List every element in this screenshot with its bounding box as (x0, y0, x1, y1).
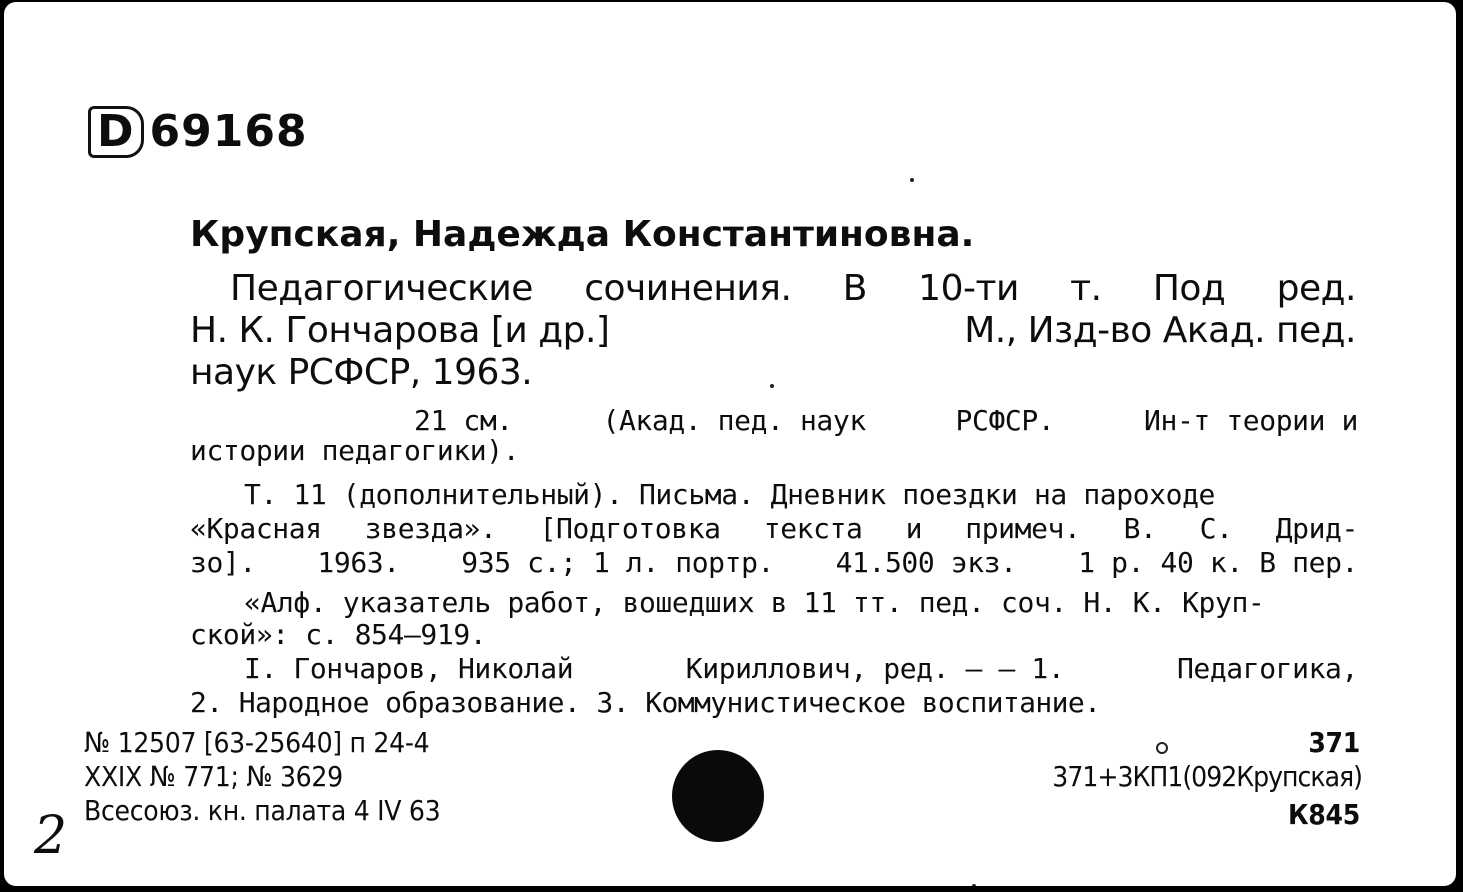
volume-word: Дрид- (1275, 512, 1358, 545)
title-word: 10-ти (918, 268, 1019, 309)
shelfmark (88, 106, 308, 158)
classification-udc: 371+3КП1(092Крупская) (1052, 760, 1362, 793)
volume-word: С. (1199, 512, 1233, 545)
series-text: Ин-т теории и (1144, 404, 1358, 437)
volume-word: «Красная (190, 512, 322, 545)
catalog-card (4, 2, 1456, 886)
volume-word: звезда». (364, 512, 497, 545)
subject-text: I. Гончаров, Николай (244, 652, 574, 685)
series-line-1 (414, 404, 1358, 437)
index-line-2: ской»: с. 854—919. (190, 618, 487, 651)
size-text: 21 см. (414, 404, 513, 437)
footer-left-line-1: № 12507 [63-25640] п 24-4 (84, 726, 430, 759)
volume-line-1 (244, 478, 1358, 511)
speck (972, 884, 976, 886)
speck (1156, 742, 1168, 754)
subject-line-2: 2. Народное образование. 3. Коммунистическое воспитание. (190, 686, 1101, 719)
volume-line-2 (190, 512, 1358, 545)
series-text: (Акад. пед. наук (602, 404, 866, 437)
volume-word: 1963. (317, 546, 400, 579)
volume-line-3 (190, 546, 1358, 579)
volume-word: 935 с.; 1 л. портр. (461, 546, 774, 579)
shelfmark-number: 69168 (149, 106, 308, 157)
volume-word: текста (763, 512, 863, 545)
volume-word: 41.500 экз. (835, 546, 1017, 579)
classification-number: 371 (1308, 726, 1360, 759)
title-word: В (842, 268, 867, 309)
subject-line-1 (244, 652, 1358, 685)
subject-text: Кириллович, ред. — — 1. (685, 652, 1065, 685)
author-heading: Крупская, Надежда Константиновна. (190, 214, 975, 255)
volume-word: 1 р. 40 к. В пер. (1078, 546, 1358, 579)
title-word: Педагогические (230, 268, 533, 309)
footer-left-line-3: Всесоюз. кн. палата 4 IV 63 (84, 794, 441, 827)
title-word: ред. (1276, 268, 1356, 309)
volume-text: Т. 11 (дополнительный). Письма. Дневник поездки на пароходе (244, 478, 1215, 511)
series-text: РСФСР. (955, 404, 1055, 437)
index-line-1 (244, 586, 1358, 619)
title-word: т. (1070, 268, 1102, 309)
editor-text: Н. К. Гончарова [и др.] (190, 310, 610, 351)
title-word: сочинения. (584, 268, 792, 309)
series-line-2: истории педагогики). (190, 434, 520, 467)
title-line-2 (190, 310, 1356, 351)
speck (910, 178, 914, 182)
publisher-text: М., Изд-во Акад. пед. (964, 310, 1356, 351)
speck (770, 384, 774, 388)
volume-word: В. (1123, 512, 1157, 545)
subject-text: Педагогика, (1176, 652, 1358, 685)
volume-word: примеч. (965, 512, 1081, 545)
volume-word: [Подготовка (539, 512, 721, 545)
title-line-3: наук РСФСР, 1963. (190, 352, 533, 393)
volume-word: зо]. (190, 546, 256, 579)
title-line-1 (230, 268, 1356, 309)
index-text: «Алф. указатель работ, вошедших в 11 тт. пед. соч. Н. К. Круп- (244, 586, 1265, 619)
volume-word: и (905, 512, 923, 545)
title-word: Под (1152, 268, 1226, 309)
author-mark: К845 (1288, 798, 1360, 831)
punch-hole (672, 750, 764, 842)
shelfmark-symbol: D (88, 106, 144, 158)
handwritten-mark: 2 (34, 806, 68, 866)
footer-left-line-2: XXIX № 771; № 3629 (84, 760, 343, 793)
